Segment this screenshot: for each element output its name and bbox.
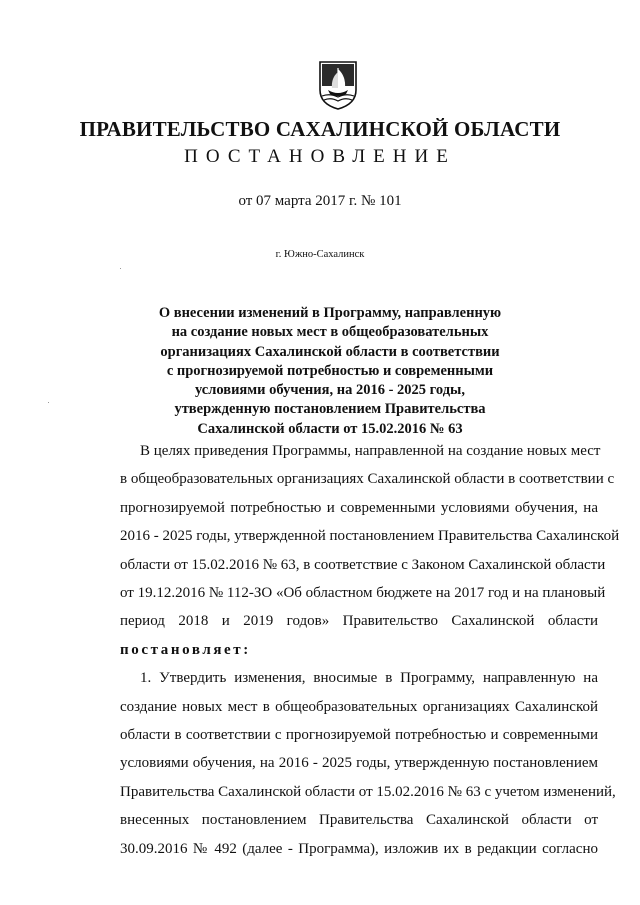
- document-body: [120, 437, 620, 863]
- resolves-word: постановляет:: [120, 641, 251, 658]
- document-type: ПОСТАНОВЛЕНИЕ: [184, 146, 456, 167]
- paragraph-line: 30.09.2016 № 492 (далее - Программа), изложив их в редакции согласно: [120, 840, 598, 857]
- paragraph-line: создание новых мест в общеобразовательных организациях Сахалинской: [120, 698, 598, 715]
- paragraph-line: области от 15.02.2016 № 63, в соответствие с Законом Сахалинской области: [120, 556, 606, 573]
- document-subject: [130, 304, 530, 439]
- paragraph-line: 2016 - 2025 годы, утвержденной постановлением Правительства Сахалинской: [120, 528, 620, 545]
- paragraph-line: Правительства Сахалинской области от 15.02.2016 № 63 с учетом изменений,: [120, 783, 616, 800]
- scan-speck: [120, 268, 121, 269]
- subject-line: условиями обучения, на 2016 - 2025 годы,: [194, 382, 466, 399]
- document-date-number: от 07 марта 2017 г. № 101: [238, 193, 402, 209]
- scan-speck: [48, 402, 49, 403]
- paragraph-line: внесенных постановлением Правительства Сахалинской области от: [120, 812, 598, 829]
- paragraph-line: период 2018 и 2019 годов» Правительство Сахалинской области: [120, 613, 598, 630]
- sakhalin-coat-of-arms-icon: [318, 60, 358, 110]
- subject-line: Сахалинской области от 15.02.2016 № 63: [197, 420, 463, 437]
- paragraph-line: В целях приведения Программы, направленной на создание новых мест: [140, 443, 601, 459]
- paragraph-line: прогнозируемой потребностью и современными условиями обучения, на: [120, 499, 598, 516]
- subject-line: О внесении изменений в Программу, направленную: [158, 305, 502, 321]
- paragraph-line: области в соответствии с прогнозируемой потребностью и современными: [120, 727, 598, 744]
- organization-title: ПРАВИТЕЛЬСТВО САХАЛИНСКОЙ ОБЛАСТИ: [79, 117, 561, 141]
- paragraph-line: от 19.12.2016 № 112-ЗО «Об областном бюджете на 2017 год и на плановый: [120, 585, 606, 602]
- paragraph-line: в общеобразовательных организациях Сахалинской области в соответствии с: [120, 471, 615, 488]
- subject-line: с прогнозируемой потребностью и современными: [166, 362, 494, 379]
- paragraph-line: 1. Утвердить изменения, вносимые в Программу, направленную на: [140, 670, 598, 687]
- subject-line: организациях Сахалинской области в соответствии: [160, 343, 500, 360]
- subject-line: на создание новых мест в общеобразовательных: [171, 324, 489, 341]
- subject-line: утвержденную постановлением Правительства: [174, 401, 486, 418]
- document-place: г. Южно-Сахалинск: [275, 249, 365, 260]
- paragraph-line: условиями обучения, на 2016 - 2025 годы, утвержденную постановлением: [120, 755, 598, 772]
